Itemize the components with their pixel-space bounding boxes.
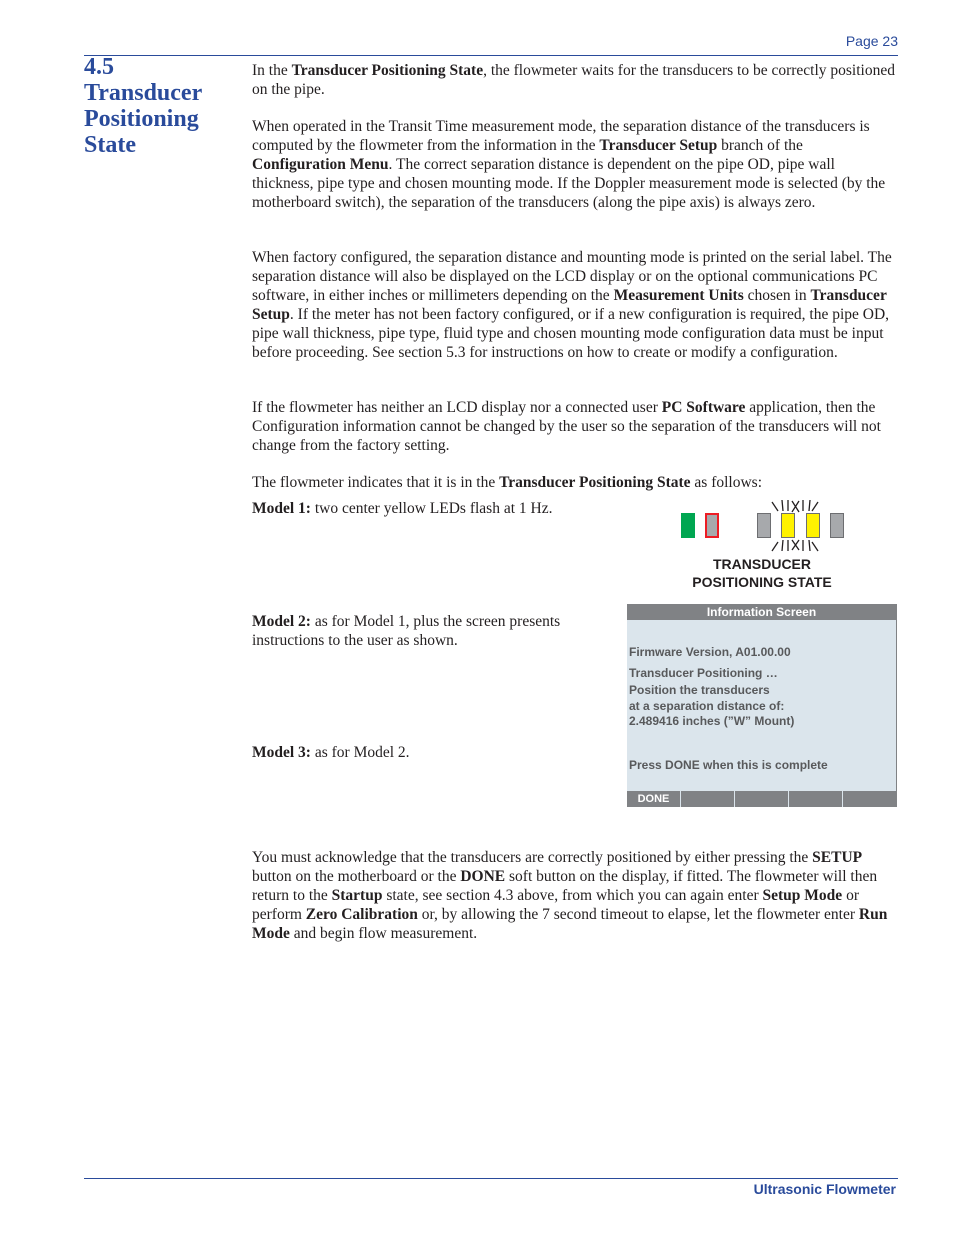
text-run: branch of the	[717, 137, 803, 154]
bold-term: Setup Mode	[762, 887, 843, 904]
section-title-line-3: State	[84, 132, 136, 158]
led-diagram-caption	[672, 555, 852, 591]
text-run: soft button on the display, if fitted. The flowmeter will then return to the	[252, 868, 878, 904]
bold-term: DONE	[460, 868, 506, 885]
text-run: . If the meter has not been factory configured, or if a new configuration is required, the pipe OD, pipe wall thickness, pipe type, fluid type and chosen mounting mode configuration data must be input before proceeding. See section 5.3 for instructions on how to create or modify a configuration.	[252, 306, 890, 361]
paragraph-indication	[252, 473, 898, 492]
bold-term: PC Software	[661, 399, 746, 416]
bold-term: Configuration Menu	[252, 156, 389, 173]
done-softkey-button[interactable]: DONE	[627, 791, 681, 807]
softkey-5-button[interactable]	[843, 791, 896, 807]
bold-term: Transducer Positioning State	[291, 62, 484, 79]
text-run: two center yellow LEDs flash at 1 Hz.	[310, 500, 553, 517]
text-run: If the flowmeter has neither an LCD display nor a connected user	[252, 399, 662, 416]
page-number: Page 23	[845, 33, 898, 49]
footer-product-name: Ultrasonic Flowmeter	[753, 1181, 896, 1197]
softkey-4-button[interactable]	[789, 791, 843, 807]
softkey-2-button[interactable]	[681, 791, 735, 807]
led-diagram	[672, 498, 852, 558]
bold-term: SETUP	[812, 849, 863, 866]
led-caption-line-2: POSITIONING STATE	[692, 574, 832, 590]
footer-rule	[84, 1178, 898, 1179]
section-heading	[84, 54, 234, 158]
paragraph-no-display	[252, 398, 898, 455]
softkey-3-button[interactable]	[735, 791, 789, 807]
paragraph-model-2	[252, 612, 582, 650]
text-run: When operated in the Transit Time measurement mode, the separation distance of the transducers is computed by the flowmeter from the information in the	[252, 118, 870, 154]
separation-distance-text: 2.489416 inches (”W” Mount)	[629, 714, 795, 728]
firmware-version-text: Firmware Version, A01.00.00	[629, 645, 791, 659]
bold-term: Run Mode	[252, 906, 888, 942]
information-screen-title: Information Screen	[627, 604, 896, 620]
text-run: button on the motherboard or the	[252, 868, 461, 885]
text-run: . The correct separation distance is dependent on the pipe OD, pipe wall thickness, pipe type and chosen mounting mode. If the Doppler measurement mode is selected (by the motherboard switch), the separation of the transducers (along the pipe axis) is always zero.	[252, 156, 886, 211]
paragraph-transit-time	[252, 117, 898, 212]
text-run: and begin flow measurement.	[289, 925, 478, 942]
instruction-line-2: at a separation distance of:	[629, 699, 785, 713]
text-run: The flowmeter indicates that it is in the	[252, 474, 500, 491]
done-prompt-text: Press DONE when this is complete	[629, 758, 828, 772]
text-run: You must acknowledge that the transducers are correctly positioned by either pressing the	[252, 849, 813, 866]
text-run: , the flowmeter waits for the transducers to be correctly positioned on the pipe.	[252, 62, 895, 98]
text-run: as for Model 2.	[310, 744, 410, 761]
text-run: When factory configured, the separation distance and mounting mode is printed on the serial label. The separation distance will also be displayed on the LCD display or on the optional communications PC software, in either inches or millimeters depending on the	[252, 249, 892, 304]
paragraph-model-3	[252, 743, 582, 762]
text-run: chosen in	[743, 287, 811, 304]
bold-term: Startup	[331, 887, 383, 904]
paragraph-factory-config	[252, 248, 898, 362]
text-run: as follows:	[690, 474, 763, 491]
text-run: In the	[252, 62, 292, 79]
status-text: Transducer Positioning …	[629, 666, 778, 680]
text-run: or, by allowing the 7 second timeout to elapse, let the flowmeter enter	[417, 906, 859, 923]
bold-term: Transducer Positioning State	[499, 474, 691, 491]
section-title-line-1: Transducer	[84, 80, 203, 106]
section-title-line-2: Positioning	[84, 106, 199, 132]
bold-term: Transducer Setup	[252, 287, 887, 323]
text-run: or perform	[252, 887, 859, 923]
bold-term: Model 3:	[252, 744, 311, 761]
bold-term: Model 2:	[252, 613, 311, 630]
softkey-bar	[627, 791, 896, 807]
text-run: application, then the Configuration information cannot be changed by the user so the separation of the transducers will not change from the factory setting.	[252, 399, 881, 454]
bold-term: Measurement Units	[613, 287, 744, 304]
bold-term: Zero Calibration	[305, 906, 418, 923]
bold-term: Model 1:	[252, 500, 311, 517]
led-caption-line-1: TRANSDUCER	[713, 556, 811, 572]
paragraph-intro	[252, 61, 898, 99]
section-number: 4.5	[84, 54, 114, 80]
text-run: state, see section 4.3 above, from which you can again enter	[382, 887, 763, 904]
paragraph-acknowledge	[252, 848, 898, 943]
paragraph-model-1	[252, 499, 582, 518]
flash-rays-icon	[672, 498, 852, 558]
text-run: as for Model 1, plus the screen presents instructions to the user as shown.	[252, 613, 561, 649]
bold-term: Transducer Setup	[599, 137, 718, 154]
instruction-line-1: Position the transducers	[629, 683, 770, 697]
information-screen	[627, 604, 897, 807]
